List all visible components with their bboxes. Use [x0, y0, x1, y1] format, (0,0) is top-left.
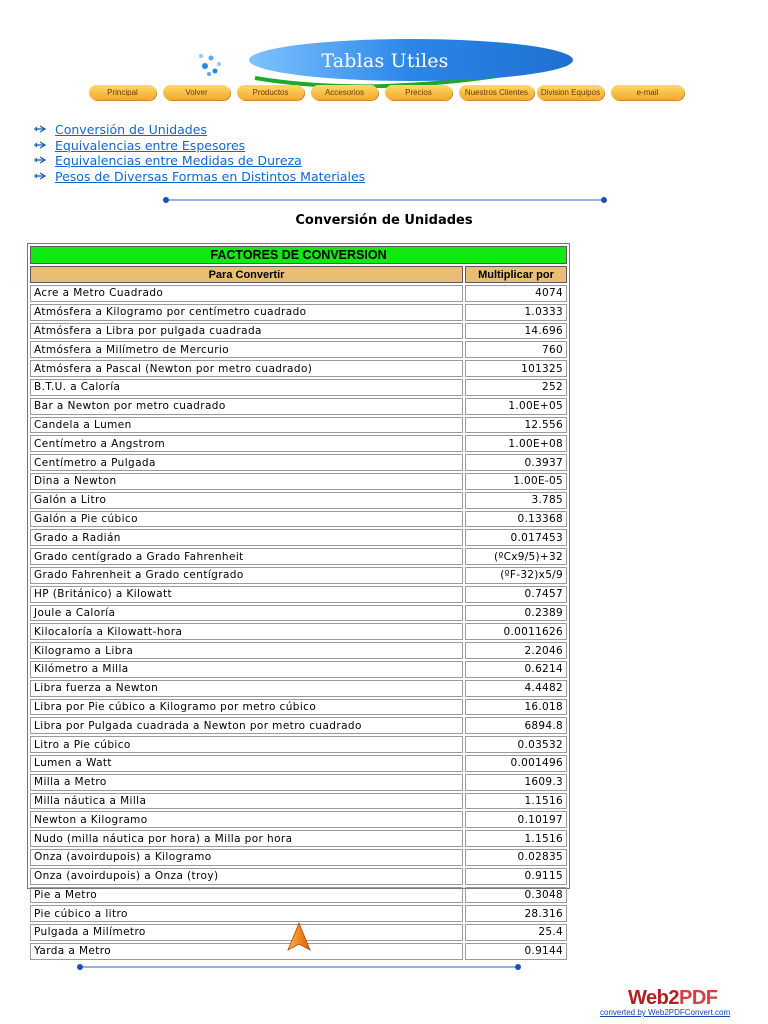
nav-nuestros-clientes[interactable]: Nuestros Clientes [459, 85, 534, 100]
conversion-name-cell: Acre a Metro Cuadrado [30, 285, 463, 302]
table-row [30, 830, 567, 847]
conversion-name-cell: Pie cúbico a litro [30, 905, 463, 922]
table-row [30, 529, 567, 546]
nav-volver[interactable]: Volver [163, 85, 230, 100]
conversion-name-cell: Joule a Caloría [30, 605, 463, 622]
conversion-factor-cell: 2.2046 [465, 642, 567, 659]
table-row [30, 755, 567, 772]
table-row [30, 435, 567, 452]
conversion-factor-cell: 28.316 [465, 905, 567, 922]
site-title: Tablas Utiles [321, 50, 449, 72]
logo-pdf: PDF [678, 987, 718, 1009]
nav-division-equipos[interactable]: Division Equipos [537, 85, 604, 100]
conversion-factor-cell: 6894.8 [465, 717, 567, 734]
conversion-name-cell: Pie a Metro [30, 887, 463, 904]
conversion-name-cell: Kilómetro a Milla [30, 661, 463, 678]
page-title: Conversión de Unidades [295, 213, 473, 228]
arrow-right-icon [34, 141, 48, 149]
conversion-factor-cell: 12.556 [465, 417, 567, 434]
table-row [30, 417, 567, 434]
conversion-factor-cell: 1.1516 [465, 830, 567, 847]
conversion-name-cell: Libra por Pulgada cuadrada a Newton por metro cuadrado [30, 717, 463, 734]
conversion-factor-cell: 0.9144 [465, 943, 567, 960]
table-row [30, 304, 567, 321]
table-row [30, 905, 567, 922]
conversion-name-cell: Grado a Radián [30, 529, 463, 546]
conversion-factor-cell: 0.7457 [465, 586, 567, 603]
column-header-multiplicar-por: Multiplicar por [465, 266, 567, 283]
conversion-factor-cell: 4.4482 [465, 680, 567, 697]
conversion-name-cell: Centímetro a Pulgada [30, 454, 463, 471]
conversion-name-cell: Onza (avoirdupois) a Kilogramo [30, 849, 463, 866]
conversion-factor-cell: 101325 [465, 360, 567, 377]
back-to-top-icon[interactable] [287, 922, 311, 952]
table-row [30, 774, 567, 791]
table-row [30, 548, 567, 565]
conversion-factor-cell: 0.2389 [465, 605, 567, 622]
conversion-name-cell: Candela a Lumen [30, 417, 463, 434]
conversion-factor-cell: 1.00E-05 [465, 473, 567, 490]
conversion-name-cell: Atmósfera a Libra por pulgada cuadrada [30, 323, 463, 340]
nav-productos[interactable]: Productos [237, 85, 304, 100]
table-row [30, 567, 567, 584]
conversion-factor-cell: 0.017453 [465, 529, 567, 546]
conversion-factor-cell: 0.3937 [465, 454, 567, 471]
conversion-factor-cell: 1.1516 [465, 793, 567, 810]
conversion-name-cell: Atmósfera a Kilogramo por centímetro cuadrado [30, 304, 463, 321]
arrow-right-icon [34, 172, 48, 180]
conversion-factor-cell: 16.018 [465, 699, 567, 716]
conversion-name-cell: Nudo (milla náutica por hora) a Milla por hora [30, 830, 463, 847]
table-row [30, 736, 567, 753]
conversion-name-cell: Galón a Pie cúbico [30, 511, 463, 528]
conversion-name-cell: Kilocaloría a Kilowatt-hora [30, 623, 463, 640]
table-row [30, 849, 567, 866]
conversion-name-cell: B.T.U. a Caloría [30, 379, 463, 396]
table-row [30, 661, 567, 678]
table-row [30, 492, 567, 509]
conversion-factor-cell: 1.00E+05 [465, 398, 567, 415]
conversion-factor-cell: (ºCx9/5)+32 [465, 548, 567, 565]
arrow-right-icon [34, 156, 48, 164]
conversion-name-cell: Milla náutica a Milla [30, 793, 463, 810]
conversion-name-cell: Dina a Newton [30, 473, 463, 490]
conversion-name-cell: Newton a Kilogramo [30, 811, 463, 828]
top-navigation [89, 85, 689, 101]
link-pesos-formas[interactable]: Pesos de Diversas Formas en Distintos Materiales [55, 168, 366, 184]
table-row [30, 398, 567, 415]
logo-web2: Web2 [628, 987, 679, 1009]
conversion-factor-cell: 0.001496 [465, 755, 567, 772]
conversion-factor-cell: 0.02835 [465, 849, 567, 866]
conversion-factor-cell: 760 [465, 341, 567, 358]
arrow-right-icon [34, 125, 48, 133]
conversion-name-cell: Bar a Newton por metro cuadrado [30, 398, 463, 415]
conversion-name-cell: Kilogramo a Libra [30, 642, 463, 659]
conversion-name-cell: Libra fuerza a Newton [30, 680, 463, 697]
conversion-factor-cell: 4074 [465, 285, 567, 302]
divider-line [162, 196, 608, 204]
nav-precios[interactable]: Precios [385, 85, 452, 100]
divider-line [76, 963, 522, 971]
table-row [30, 323, 567, 340]
table-row [30, 586, 567, 603]
conversion-name-cell: Atmósfera a Milímetro de Mercurio [30, 341, 463, 358]
conversion-factor-cell: 1.0333 [465, 304, 567, 321]
conversion-name-cell: Galón a Litro [30, 492, 463, 509]
conversion-name-cell: Grado centígrado a Grado Fahrenheit [30, 548, 463, 565]
nav-principal[interactable]: Principal [89, 85, 156, 100]
conversion-name-cell: Lumen a Watt [30, 755, 463, 772]
table-row [30, 717, 567, 734]
conversion-factor-cell: 0.03532 [465, 736, 567, 753]
web2pdf-logo[interactable] [628, 987, 717, 1010]
table-row [30, 868, 567, 885]
table-row [30, 793, 567, 810]
conversion-factor-cell: 0.10197 [465, 811, 567, 828]
conversion-name-cell: Yarda a Metro [30, 943, 463, 960]
conversion-factor-cell: (ºF-32)x5/9 [465, 567, 567, 584]
conversion-name-cell: Atmósfera a Pascal (Newton por metro cuadrado) [30, 360, 463, 377]
conversion-name-cell: Onza (avoirdupois) a Onza (troy) [30, 868, 463, 885]
conversion-factor-cell: 1.00E+08 [465, 435, 567, 452]
conversion-name-cell: Litro a Pie cúbico [30, 736, 463, 753]
nav-email[interactable]: e-mail [611, 85, 684, 100]
table-row [30, 623, 567, 640]
table-row [30, 811, 567, 828]
table-row [30, 341, 567, 358]
conversion-factor-cell: 25.4 [465, 924, 567, 941]
table-row [30, 379, 567, 396]
table-row [30, 473, 567, 490]
table-row [30, 360, 567, 377]
conversion-factor-cell: 0.6214 [465, 661, 567, 678]
conversion-factor-cell: 0.3048 [465, 887, 567, 904]
conversion-name-cell: Libra por Pie cúbico a Kilogramo por metro cúbico [30, 699, 463, 716]
conversion-factor-cell: 0.9115 [465, 868, 567, 885]
table-row [30, 454, 567, 471]
conversion-factor-cell: 1609.3 [465, 774, 567, 791]
conversion-name-cell: Pulgada a Milímetro [30, 924, 463, 941]
conversion-name-cell: HP (Británico) a Kilowatt [30, 586, 463, 603]
table-row [30, 605, 567, 622]
table-row [30, 511, 567, 528]
conversion-factor-cell: 14.696 [465, 323, 567, 340]
conversion-factor-cell: 3.785 [465, 492, 567, 509]
table-row [30, 887, 567, 904]
conversion-table [27, 243, 570, 958]
nav-accesorios[interactable]: Accesorios [311, 85, 378, 100]
conversion-factor-cell: 0.0011626 [465, 623, 567, 640]
conversion-factor-cell: 252 [465, 379, 567, 396]
link-conversion-unidades[interactable]: Conversión de Unidades [55, 122, 207, 137]
column-header-para-convertir: Para Convertir [30, 266, 463, 283]
link-equivalencias-dureza[interactable]: Equivalencias entre Medidas de Dureza [55, 153, 302, 168]
conversion-name-cell: Grado Fahrenheit a Grado centígrado [30, 567, 463, 584]
table-row [30, 680, 567, 697]
table-title: FACTORES DE CONVERSION [30, 246, 567, 264]
table-body [30, 285, 567, 960]
link-equivalencias-espesores[interactable]: Equivalencias entre Espesores [55, 137, 246, 153]
table-row [30, 285, 567, 302]
conversion-factor-cell: 0.13368 [465, 511, 567, 528]
table-row [30, 642, 567, 659]
web2pdf-credit-link[interactable]: converted by Web2PDFConvert.com [600, 1008, 731, 1017]
table-row [30, 699, 567, 716]
conversion-name-cell: Centímetro a Angstrom [30, 435, 463, 452]
conversion-name-cell: Milla a Metro [30, 774, 463, 791]
